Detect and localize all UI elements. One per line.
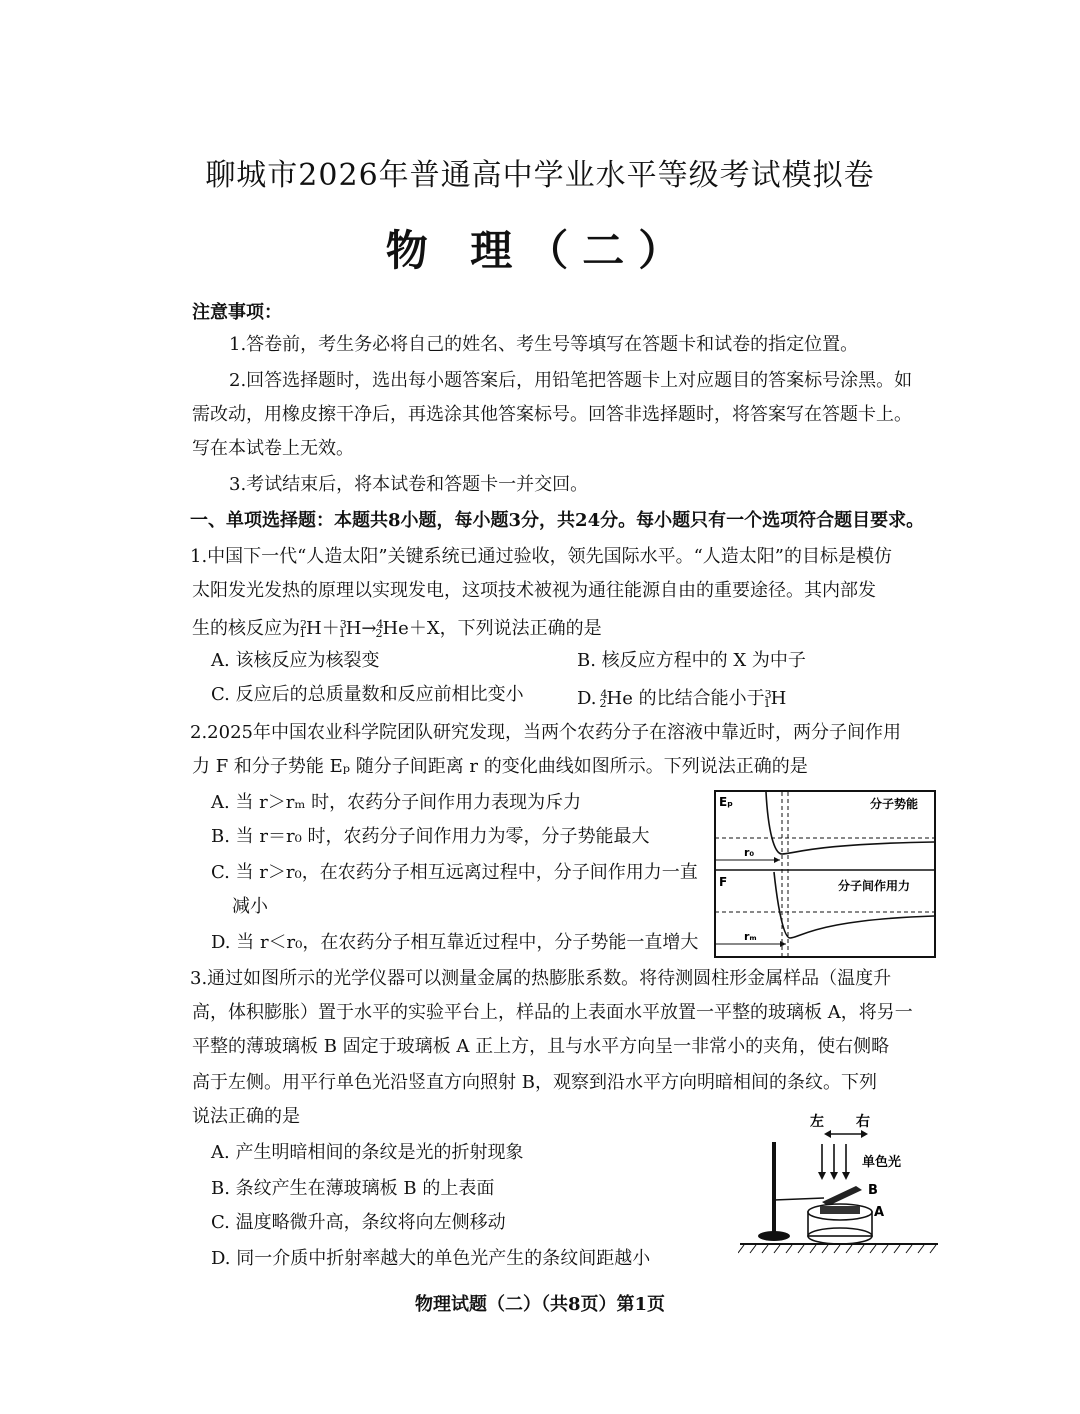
q2-figure — [714, 790, 936, 958]
q3-line-2: 高，体积膨胀）置于水平的实验平台上，样品的上表面水平放置一平整的玻璃板 A，将另一 — [192, 1002, 913, 1023]
q3-plate-b — [822, 1186, 862, 1206]
note-2-line-1: 2.回答选择题时，选出每小题答案后，用铅笔把答题卡上对应题目的答案标号涂黑。如 — [229, 370, 913, 391]
note-2-line-2: 需改动，用橡皮擦干净后，再选涂其他答案标号。回答非选择题时，将答案写在答题卡上。 — [192, 404, 912, 425]
page-footer: 物理试题（二）（共8页）第1页 — [414, 1294, 666, 1315]
q3-direction-arrowhead-left — [824, 1130, 831, 1138]
q1-line-2: 太阳发光发热的原理以实现发电，这项技术被视为通往能源自由的重要途径。其内部发 — [192, 580, 876, 601]
q1-equation-part-1: H＋ — [306, 618, 340, 639]
q3-line-3: 平整的薄玻璃板 B 固定于玻璃板 A 正上方，且与水平方向呈一非常小的夹角，使右侧略 — [192, 1036, 890, 1057]
q1-equation-part-3: He＋X，下列说法正确的是 — [382, 618, 602, 639]
q3-stand-arm — [774, 1198, 824, 1200]
q3-option-b: B. 条纹产生在薄玻璃板 B 的上表面 — [211, 1178, 495, 1199]
q2-option-c-line-2: 减小 — [232, 896, 268, 917]
q1-option-d-prefix: D. — [577, 688, 597, 709]
q3-light-ray-heads — [818, 1172, 850, 1180]
q1-option-d-middle: He 的比结合能小于 — [606, 688, 765, 709]
q3-stand-base — [758, 1231, 790, 1241]
q1-option-c: C. 反应后的总质量数和反应前相比变小 — [211, 684, 524, 705]
q2-rm-arrowhead — [780, 941, 786, 947]
q1-option-a: A. 该核反应为核裂变 — [211, 650, 380, 671]
q3-option-a: A. 产生明暗相间的条纹是光的折射现象 — [211, 1142, 524, 1163]
section-heading: 一、单项选择题：本题共8小题，每小题3分，共24分。每小题只有一个选项符合题目要求。 — [190, 510, 925, 531]
q3-left-label: 左 — [810, 1114, 824, 1130]
q1-option-d: D. $^4_2$He 的比结合能小于$^3_1$H — [577, 688, 787, 710]
q3-option-c: C. 温度略微升高，条纹将向左侧移动 — [211, 1212, 506, 1233]
q2-line-1: 2.2025年中国农业科学院团队研究发现，当两个农药分子在溶液中靠近时，两分子间作用 — [190, 722, 901, 743]
q2-r0-arrowhead — [774, 857, 780, 863]
q2-r0-label: r₀ — [744, 846, 755, 859]
notes-heading: 注意事项： — [192, 302, 282, 323]
note-1: 1.答卷前，考生务必将自己的姓名、考生号等填写在答题卡和试卷的指定位置。 — [229, 334, 859, 355]
q3-plate-a-label: A — [874, 1205, 885, 1220]
q2-option-b: B. 当 r＝r₀ 时，农药分子间作用力为零，分子势能最大 — [211, 826, 650, 847]
q3-direction-arrowhead-right — [861, 1130, 868, 1138]
q3-ground-hatch — [738, 1245, 936, 1253]
subject-title: 物 理（二） — [385, 226, 695, 275]
q2-rm-label: rₘ — [744, 930, 757, 943]
q1-line-3: 生的核反应为$^2_1$H＋$^3_1$H→$^4_2$He＋X，下列说法正确的是 — [192, 618, 602, 640]
q1-option-d-end: H — [770, 688, 787, 709]
q3-right-label: 右 — [856, 1114, 870, 1130]
q3-figure — [738, 1108, 940, 1258]
q3-light-label: 单色光 — [862, 1155, 902, 1170]
q3-line-4: 高于左侧。用平行单色光沿竖直方向照射 B，观察到沿水平方向明暗相间的条纹。下列 — [192, 1072, 877, 1093]
q2-option-d: D. 当 r＜r₀，在农药分子相互靠近过程中，分子势能一直增大 — [211, 932, 699, 953]
q1-option-b: B. 核反应方程中的 X 为中子 — [577, 650, 806, 671]
exam-title: 聊城市2026年普通高中学业水平等级考试模拟卷 — [205, 158, 875, 193]
q3-plate-a — [820, 1206, 860, 1214]
q2-ep-curve-label: 分子势能 — [870, 797, 919, 811]
q2-line-2: 力 F 和分子势能 Eₚ 随分子间距离 r 的变化曲线如图所示。下列说法正确的是 — [192, 756, 808, 777]
q3-line-1: 3.通过如图所示的光学仪器可以测量金属的热膨胀系数。将待测圆柱形金属样品（温度升 — [190, 968, 892, 989]
q2-ep-axis-label: Eₚ — [719, 795, 733, 809]
q1-line-1: 1.中国下一代“人造太阳”关键系统已通过验收，领先国际水平。“人造太阳”的目标是模仿 — [190, 546, 892, 567]
q1-line-3-prefix: 生的核反应为 — [192, 618, 300, 639]
q3-light-rays — [822, 1144, 846, 1176]
note-2-line-3: 写在本试卷上无效。 — [192, 438, 354, 459]
q1-equation-part-2: H→ — [345, 618, 377, 639]
q2-f-curve-label: 分子间作用力 — [838, 879, 911, 893]
q2-option-c-line-1: C. 当 r＞r₀，在农药分子相互远离过程中，分子间作用力一直 — [211, 862, 698, 883]
q3-line-5: 说法正确的是 — [192, 1106, 300, 1127]
q2-f-axis-label: F — [719, 875, 728, 889]
q3-plate-b-label: B — [868, 1183, 878, 1198]
q2-option-a: A. 当 r＞rₘ 时，农药分子间作用力表现为斥力 — [211, 792, 582, 813]
q3-option-d: D. 同一介质中折射率越大的单色光产生的条纹间距越小 — [211, 1248, 651, 1269]
note-3: 3.考试结束后，将本试卷和答题卡一并交回。 — [229, 474, 589, 495]
